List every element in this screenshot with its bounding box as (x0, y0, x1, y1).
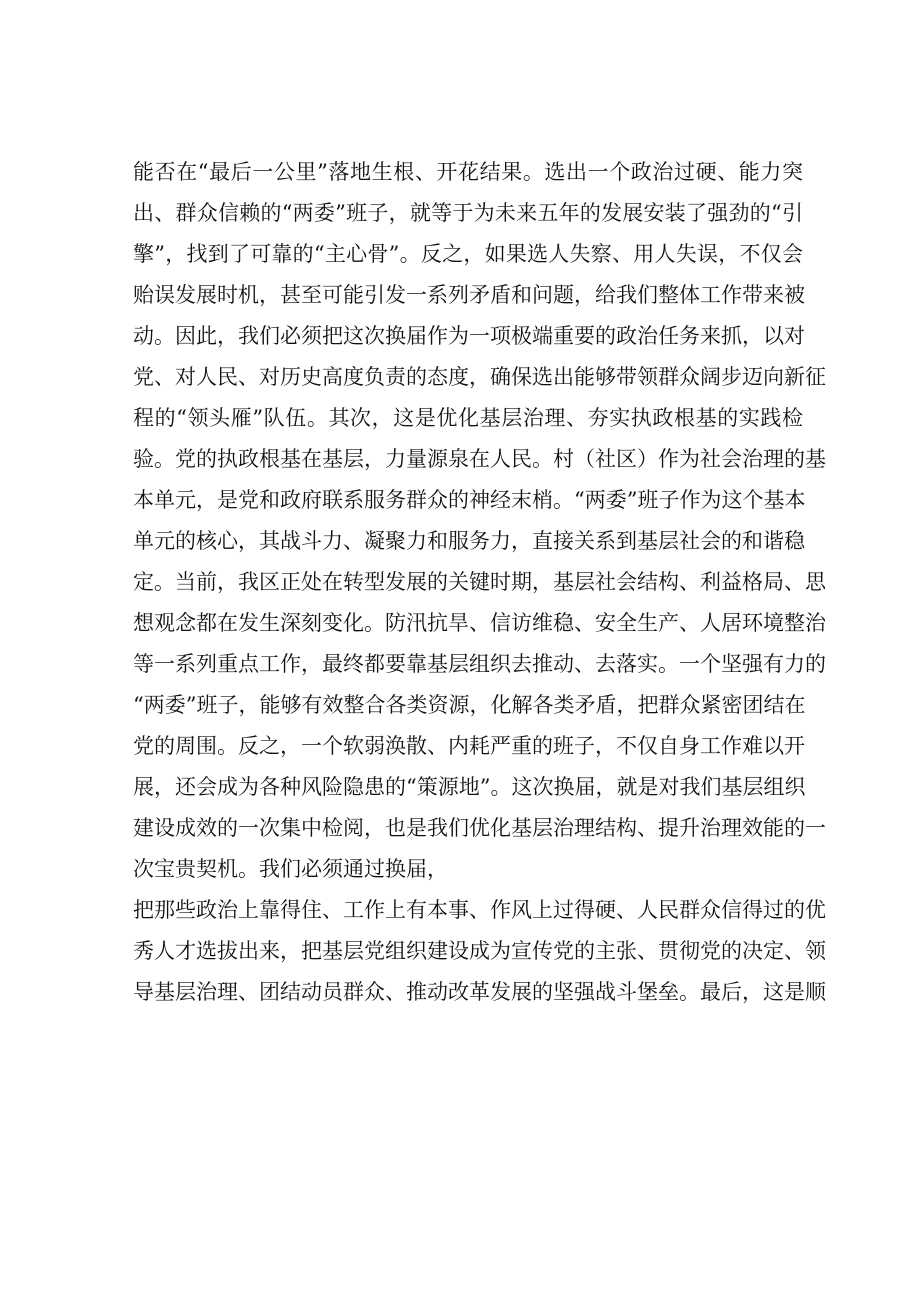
text-line: 把那些政治上靠得住、工作上有本事、作风上过得硬、人民群众信得过的优 (133, 898, 826, 922)
text-line: 展，还会成为各种风险隐患的“策源地”。这次换届，就是对我们基层组织 (133, 775, 806, 799)
text-line: 建设成效的一次集中检阅，也是我们优化基层治理结构、提升治理效能的一 (133, 816, 826, 840)
text-line: 等一系列重点工作，最终都要靠基层组织去推动、去落实。一个坚强有力的 (133, 652, 826, 676)
text-line: 动。因此，我们必须把这次换届作为一项极端重要的政治任务来抓，以对 (133, 324, 805, 348)
text-line: 本单元，是党和政府联系服务群众的神经末梢。“两委”班子作为这个基本 (133, 488, 806, 512)
text-line: 擎”，找到了可靠的“主心骨”。反之，如果选人失察、用人失误，不仅会 (133, 242, 803, 266)
text-line: 党、对人民、对历史高度负责的态度，确保选出能够带领群众阔步迈向新征 (133, 365, 826, 389)
text-line: 贻误发展时机，甚至可能引发一系列矛盾和问题，给我们整体工作带来被 (133, 283, 805, 307)
text-line: 出、群众信赖的“两委”班子，就等于为未来五年的发展安装了强劲的“引 (133, 201, 803, 225)
text-line: 导基层治理、团结动员群众、推动改革发展的坚强战斗堡垒。最后，这是顺 (133, 980, 826, 1004)
text-line: 验。党的执政根基在基层，力量源泉在人民。村（社区）作为社会治理的基 (133, 447, 826, 471)
paragraph-1 (133, 152, 826, 890)
text-line: 次宝贵契机。我们必须通过换届， (133, 857, 448, 881)
text-line: 程的“领头雁”队伍。其次，这是优化基层治理、夯实执政根基的实践检 (133, 406, 803, 430)
text-line: 秀人才选拔出来，把基层党组织建设成为宣传党的主张、贯彻党的决定、领 (133, 939, 826, 963)
paragraph-2 (133, 890, 826, 1013)
text-line: 单元的核心，其战斗力、凝聚力和服务力，直接关系到基层社会的和谐稳 (133, 529, 805, 553)
text-line: 能否在“最后一公里”落地生根、开花结果。选出一个政治过硬、能力突 (133, 160, 803, 184)
text-line: 想观念都在发生深刻变化。防汛抗旱、信访维稳、安全生产、人居环境整治 (133, 611, 826, 635)
body-text (133, 152, 826, 1013)
text-line: 党的周围。反之，一个软弱涣散、内耗严重的班子，不仅自身工作难以开 (133, 734, 805, 758)
text-line: “两委”班子，能够有效整合各类资源，化解各类矛盾，把群众紧密团结在 (133, 693, 806, 717)
text-line: 定。当前，我区正处在转型发展的关键时期，基层社会结构、利益格局、思 (133, 570, 826, 594)
